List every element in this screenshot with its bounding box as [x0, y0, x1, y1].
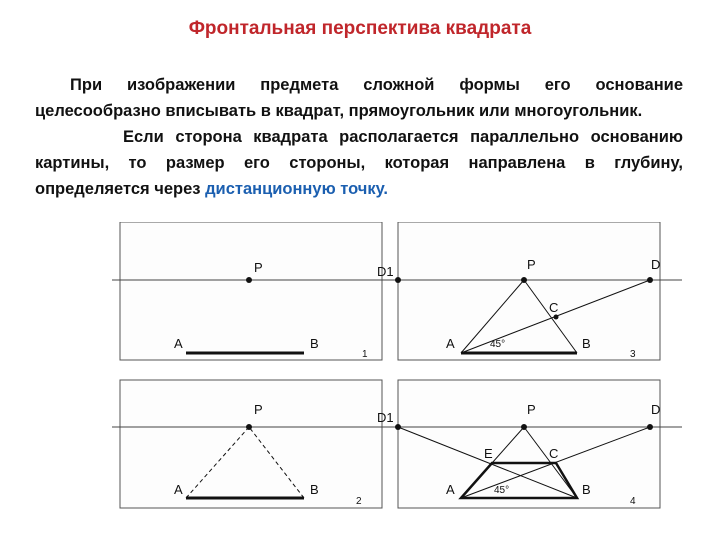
paragraph-2 — [35, 124, 683, 202]
label-b-4: B — [582, 482, 591, 497]
label-d-3: D — [651, 257, 661, 272]
label-d1-4: D1 — [377, 410, 394, 425]
panel-number-4: 4 — [630, 496, 636, 507]
perspective-diagram — [112, 222, 682, 522]
label-e-4: E — [484, 446, 493, 461]
panel-number-2: 2 — [356, 496, 362, 507]
label-d-4: D — [651, 402, 661, 417]
label-c-3: C — [549, 300, 559, 315]
label-b-1: B — [310, 336, 319, 351]
label-p-4: P — [527, 402, 536, 417]
paragraph-1: При изображении предмета сложной формы его основание целесообразно вписывать в квадрат, прямоугольник или многоугольник. — [35, 76, 683, 120]
panel-3 — [377, 222, 682, 360]
panel-4 — [377, 380, 682, 508]
label-a-1: A — [174, 336, 183, 351]
label-b-3: B — [582, 336, 591, 351]
panel-number-3: 3 — [630, 349, 636, 360]
angle-label-3: 45° — [490, 339, 506, 350]
label-a-4: A — [446, 482, 455, 497]
label-c-4: C — [549, 446, 559, 461]
angle-label-4: 45° — [494, 485, 510, 496]
label-p-2: P — [254, 402, 263, 417]
page-title: Фронтальная перспектива квадрата — [188, 18, 532, 39]
label-b-2: B — [310, 482, 319, 497]
label-a-3: A — [446, 336, 455, 351]
label-p-1: P — [254, 260, 263, 275]
label-p-3: P — [527, 257, 536, 272]
text-block — [35, 72, 683, 202]
panel-2 — [112, 380, 392, 508]
label-d1-3: D1 — [377, 264, 394, 279]
distance-point-link: дистанционную точку. — [205, 180, 388, 198]
label-a-2: A — [174, 482, 183, 497]
panel-number-1: 1 — [362, 349, 368, 360]
paragraph-2-text: Если сторона квадрата располагается параллельно основанию картины, то размер его стороны, которая направлена в глубину, определяется через — [35, 128, 683, 198]
panel-1 — [112, 222, 392, 360]
